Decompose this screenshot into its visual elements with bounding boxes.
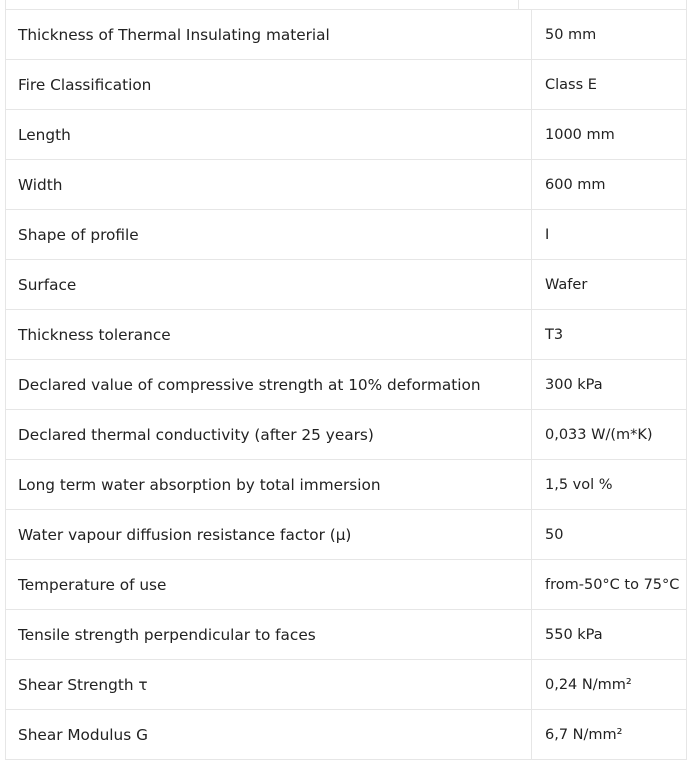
value-cell: T3	[532, 310, 687, 360]
value-cell: 50 mm	[532, 10, 687, 60]
value-cell: 50	[532, 510, 687, 560]
property-cell: Water vapour diffusion resistance factor (μ)	[6, 510, 532, 560]
table-row	[6, 510, 687, 560]
property-cell: Temperature of use	[6, 560, 532, 610]
table-row	[6, 110, 687, 160]
property-cell: Surface	[6, 260, 532, 310]
table-row	[6, 610, 687, 660]
property-cell: Thickness of Thermal Insulating material	[6, 10, 532, 60]
table-row	[6, 10, 687, 60]
property-cell: Declared thermal conductivity (after 25 years)	[6, 410, 532, 460]
table-row	[6, 360, 687, 410]
property-cell: Declared value of compressive strength at 10% deformation	[6, 360, 532, 410]
property-cell: Shear Strength τ	[6, 660, 532, 710]
value-cell: 0,24 N/mm²	[532, 660, 687, 710]
value-cell: Class E	[532, 60, 687, 110]
value-cell: 1,5 vol %	[532, 460, 687, 510]
value-cell: 550 kPa	[532, 610, 687, 660]
property-cell: Shape of profile	[6, 210, 532, 260]
property-cell: Long term water absorption by total immersion	[6, 460, 532, 510]
value-cell: 600 mm	[532, 160, 687, 210]
table-row	[6, 660, 687, 710]
property-cell: Thickness tolerance	[6, 310, 532, 360]
value-cell: 0,033 W/(m*K)	[532, 410, 687, 460]
table-row	[6, 260, 687, 310]
table-row	[6, 460, 687, 510]
value-cell: I	[532, 210, 687, 260]
property-cell: Shear Modulus G	[6, 710, 532, 760]
table-row	[6, 310, 687, 360]
table-row	[6, 710, 687, 760]
table-row	[6, 560, 687, 610]
table-right-border	[686, 0, 687, 9]
property-cell: Length	[6, 110, 532, 160]
value-cell: 1000 mm	[532, 110, 687, 160]
property-cell: Tensile strength perpendicular to faces	[6, 610, 532, 660]
table-left-border	[5, 0, 6, 9]
value-cell: 6,7 N/mm²	[532, 710, 687, 760]
specification-table	[5, 9, 687, 760]
table-row	[6, 60, 687, 110]
property-cell: Fire Classification	[6, 60, 532, 110]
property-cell: Width	[6, 160, 532, 210]
value-cell: Wafer	[532, 260, 687, 310]
table-top-continuation	[0, 0, 698, 9]
value-cell: 300 kPa	[532, 360, 687, 410]
table-row	[6, 160, 687, 210]
table-row	[6, 410, 687, 460]
table-column-divider	[518, 0, 519, 9]
table-row	[6, 210, 687, 260]
value-cell: from-50°C to 75°C	[532, 560, 687, 610]
